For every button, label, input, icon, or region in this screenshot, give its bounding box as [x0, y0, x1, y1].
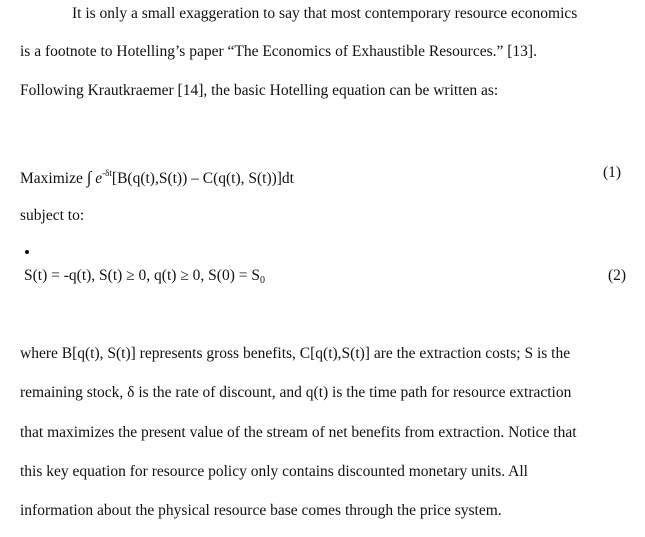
- subject-to-label: subject to:: [20, 207, 85, 224]
- equation-2: [24, 267, 265, 290]
- equation-2-text: S(t) = -q(t), S(t) ≥ 0, q(t) ≥ 0, S(0) = S: [24, 267, 260, 284]
- paragraph-1-line-3: Following Krautkraemer [14], the basic Hotelling equation can be written as:: [20, 82, 499, 99]
- equation-1-exponent: -δt: [102, 168, 112, 178]
- paragraph-1-line-2: is a footnote to Hotelling’s paper “The Economics of Exhaustible Resources.” [13].: [20, 43, 537, 60]
- equation-1-number: (1): [603, 164, 622, 181]
- equation-2-number: (2): [608, 267, 627, 284]
- paragraph-2-line-3: that maximizes the present value of the stream of net benefits from extraction. Notice that: [20, 424, 577, 441]
- equation-1-body: [B(q(t),S(t)) – C(q(t), S(t))]dt: [111, 170, 294, 187]
- paragraph-1-line-1: It is only a small exaggeration to say that most contemporary resource economics: [72, 5, 578, 22]
- dot-accent: [25, 250, 29, 254]
- paragraph-2-line-4: this key equation for resource policy only contains discounted monetary units. All: [20, 463, 528, 480]
- equation-1: [20, 164, 294, 188]
- equation-1-prefix: Maximize: [20, 170, 87, 187]
- equation-2-subscript: 0: [259, 275, 265, 286]
- paragraph-2-line-1: where B[q(t), S(t)] represents gross benefits, C[q(t),S(t)] are the extraction costs; S is the: [20, 345, 571, 362]
- integral-symbol: ∫: [86, 168, 92, 187]
- paragraph-2-line-5: information about the physical resource base comes through the price system.: [20, 502, 502, 519]
- equation-1-e: e: [91, 170, 103, 187]
- paragraph-2-line-2: remaining stock, δ is the rate of discount, and q(t) is the time path for resource extraction: [20, 384, 572, 401]
